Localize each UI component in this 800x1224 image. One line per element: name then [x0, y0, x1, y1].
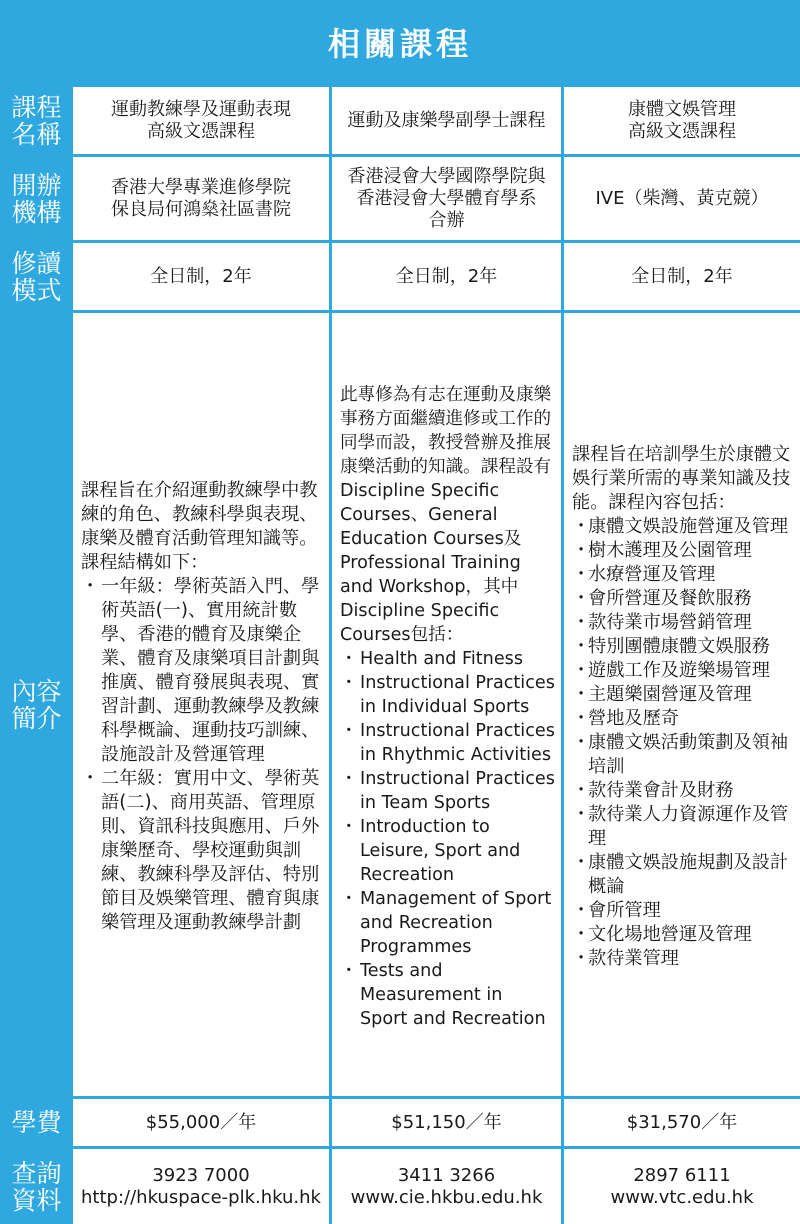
text-line: 高級文憑課程	[628, 120, 736, 142]
phone-number: 2897 6111	[633, 1164, 731, 1186]
label-line: 資料	[11, 1185, 62, 1215]
description-intro: 此專修為有志在運動及康樂事務方面繼續進修或工作的同學而設，教授營辦及推展康樂活動的知識。課程設有Discipline Specific Courses、General Education Courses及Professional Training and Workshop，其中Discipline Specific Courses包括：	[340, 385, 552, 645]
label-study-mode	[2, 242, 72, 312]
course-1-organiser	[72, 156, 331, 242]
course-2-description	[331, 312, 563, 1098]
text-line: 香港大學專業進修學院	[111, 176, 291, 198]
course-comparison-table	[0, 84, 800, 1224]
label-line: 名稱	[11, 119, 62, 149]
label-line: 內容	[11, 676, 62, 706]
page-title: 相關課程	[327, 25, 472, 63]
course-2-name	[331, 86, 563, 156]
list-item: ・ 款待業市場營銷管理	[572, 611, 794, 635]
text-line: 高級文憑課程	[147, 120, 255, 142]
list-item: ・ 一年級：學術英語入門、學術英語(一)、實用統計數學、香港的體育及康樂企業、體育及康樂項目計劃與推廣、體育發展與表現、實習計劃、運動教練學及教練科學概論、運動技巧訓練、設施設計及營運管理	[81, 575, 323, 767]
row-course-name	[2, 86, 800, 156]
list-item: ・ 水療營運及管理	[572, 563, 794, 587]
label-description	[2, 312, 72, 1098]
website-link[interactable]: http://hkuspace-plk.hku.hk	[81, 1186, 321, 1208]
label-contact	[2, 1148, 72, 1224]
list-item: ・ 會所管理	[572, 899, 794, 923]
label-line: 課程	[11, 92, 62, 122]
row-description	[2, 312, 800, 1098]
course-3-mode: 全日制，2年	[563, 242, 800, 312]
list-item: ・ Instructional Practices in Team Sports	[340, 767, 555, 815]
label-course-name	[2, 86, 72, 156]
list-item: ・ Instructional Practices in Rhythmic Activities	[340, 719, 555, 767]
list-item: ・ Tests and Measurement in Sport and Recreation	[340, 959, 555, 1031]
row-contact	[2, 1148, 800, 1224]
website-link[interactable]: www.vtc.edu.hk	[610, 1186, 754, 1208]
label-line: 學費	[11, 1108, 62, 1137]
course-1-description	[72, 312, 331, 1098]
list-item: ・ 主題樂園營運及管理	[572, 683, 794, 707]
course-3-organiser	[563, 156, 800, 242]
list-item: ・ Instructional Practices in Individual Sports	[340, 671, 555, 719]
text-line: 香港浸會大學體育學系	[356, 187, 537, 209]
list-item: ・ Health and Fitness	[340, 647, 555, 671]
course-2-contact	[331, 1148, 563, 1224]
label-line: 機構	[11, 197, 62, 227]
list-item: ・ 款待業管理	[572, 947, 794, 971]
label-fee	[2, 1098, 72, 1148]
row-fee	[2, 1098, 800, 1148]
list-item: ・ 樹木護理及公園管理	[572, 539, 794, 563]
list-item: ・ 文化場地營運及管理	[572, 923, 794, 947]
text-line: 運動教練學及運動表現	[111, 98, 291, 120]
list-item: ・ Introduction to Leisure, Sport and Recreation	[340, 815, 555, 887]
list-item: ・ 康體文娛設施營運及管理	[572, 515, 794, 539]
course-2-organiser	[331, 156, 563, 242]
row-organiser	[2, 156, 800, 242]
label-line: 修讀	[11, 248, 62, 278]
course-3-name	[563, 86, 800, 156]
row-study-mode	[2, 242, 800, 312]
list-item: ・ 會所營運及餐飲服務	[572, 587, 794, 611]
text-line: 合辦	[428, 209, 465, 231]
phone-number: 3411 3266	[397, 1164, 496, 1186]
label-line: 開辦	[11, 170, 62, 200]
course-2-fee: $51,150／年	[331, 1098, 563, 1148]
list-item: ・ 康體文娛活動策劃及領袖培訓	[572, 731, 794, 779]
course-3-contact	[563, 1148, 800, 1224]
course-1-mode: 全日制，2年	[72, 242, 331, 312]
list-item: ・ 款待業人力資源運作及管理	[572, 803, 794, 851]
course-2-mode: 全日制，2年	[331, 242, 563, 312]
course-3-fee: $31,570／年	[563, 1098, 800, 1148]
list-item: ・ 特別團體康體文娛服務	[572, 635, 794, 659]
label-organiser	[2, 156, 72, 242]
label-line: 模式	[11, 275, 62, 305]
description-intro: 課程旨在介紹運動教練學中教練的角色、教練科學與表現、康樂及體育活動管理知識等。課程結構如下：	[81, 480, 318, 573]
text-line: 運動及康樂學副學士課程	[347, 109, 546, 131]
phone-number: 3923 7000	[152, 1164, 250, 1186]
list-item: ・ 款待業會計及財務	[572, 779, 794, 803]
text-line: IVE（柴灣、黃克競）	[595, 187, 769, 209]
course-1-fee: $55,000／年	[72, 1098, 331, 1148]
course-1-contact	[72, 1148, 331, 1224]
course-1-name	[72, 86, 331, 156]
text-line: 保良局何鴻燊社區書院	[111, 198, 291, 220]
description-list	[572, 515, 794, 971]
text-line: 香港浸會大學國際學院與	[347, 165, 546, 187]
description-list	[81, 575, 323, 935]
label-line: 查詢	[11, 1158, 62, 1188]
website-link[interactable]: www.cie.hkbu.edu.hk	[350, 1186, 543, 1208]
text-line: 康體文娛管理	[628, 98, 736, 120]
list-item: ・ 遊戲工作及遊樂場管理	[572, 659, 794, 683]
description-list	[340, 647, 555, 1031]
list-item: ・ Management of Sport and Recreation Programmes	[340, 887, 555, 959]
list-item: ・ 康體文娛設施規劃及設計概論	[572, 851, 794, 899]
list-item: ・ 二年級：實用中文、學術英語(二)、商用英語、管理原則、資訊科技與應用、戶外康樂歷奇、學校運動與訓練、教練科學及評估、特別節目及娛樂管理、體育與康樂管理及運動教練學計劃	[81, 767, 323, 935]
list-item: ・ 營地及歷奇	[572, 707, 794, 731]
label-line: 簡介	[11, 703, 62, 733]
course-3-description	[563, 312, 800, 1098]
description-intro: 課程旨在培訓學生於康體文娛行業所需的專業知識及技能。課程內容包括：	[572, 444, 791, 513]
